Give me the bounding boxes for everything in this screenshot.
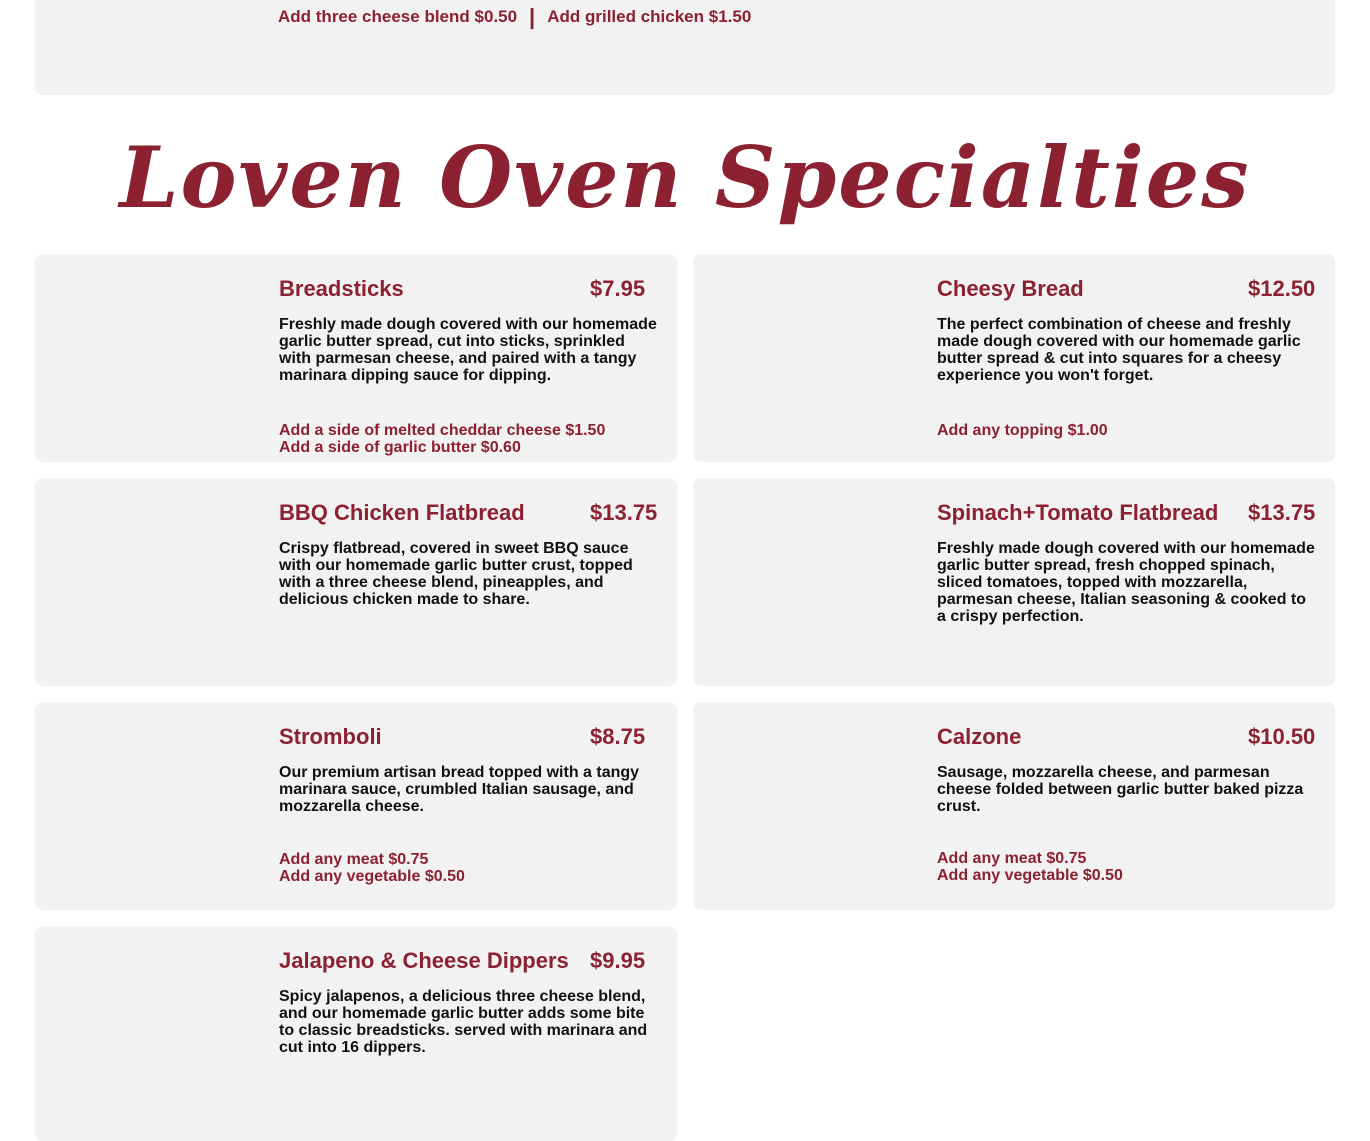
item-name: Breadsticks: [279, 276, 404, 301]
previous-item-addons: [278, 6, 751, 28]
item-name: Stromboli: [279, 724, 382, 749]
item-description: Freshly made dough covered with our homemade garlic butter spread, cut into sticks, sprinkled with parmesan cheese, and paired with a tangy marinara dipping sauce for dipping.: [279, 316, 657, 384]
menu-item-card: [693, 254, 1335, 462]
item-addons: [279, 422, 679, 456]
menu-item-card: [35, 926, 677, 1141]
addon-line: Add a side of garlic butter $0.60: [279, 439, 521, 456]
addon-line: Add any vegetable $0.50: [279, 868, 465, 885]
item-price: $13.75: [590, 500, 658, 525]
item-description: Crispy flatbread, covered in sweet BBQ sauce with our homemade garlic butter crust, topped with a three cheese blend, pineapples, and delicious chicken made to share.: [279, 540, 633, 608]
item-price: $10.50: [1248, 724, 1316, 749]
addon-line: Add a side of melted cheddar cheese $1.50: [279, 422, 606, 439]
menu-item-card: [693, 702, 1335, 910]
item-description: The perfect combination of cheese and freshly made dough covered with our homemade garlic butter spread & cut into squares for a cheesy experience you won't forget.: [937, 316, 1301, 384]
item-price: $13.75: [1248, 500, 1316, 525]
previous-item-card: [35, 0, 1335, 95]
addon-separator: |: [529, 4, 536, 29]
menu-item-card: [35, 254, 677, 462]
addon-line: Add any meat $0.75: [279, 851, 429, 868]
item-name: Spinach+Tomato Flatbread: [937, 500, 1219, 525]
item-name: Calzone: [937, 724, 1022, 749]
addon-grilled-chicken: Add grilled chicken $1.50: [547, 7, 752, 26]
menu-item-card: [35, 702, 677, 910]
menu-item-card: [35, 478, 677, 686]
item-name: Cheesy Bread: [937, 276, 1084, 301]
item-description: Spicy jalapenos, a delicious three cheese blend, and our homemade garlic butter adds some bite to classic breadsticks. served with marinara and cut into 16 dippers.: [279, 988, 648, 1056]
section-title: Loven Oven Specialties: [119, 128, 1251, 227]
item-name: Jalapeno & Cheese Dippers: [279, 948, 569, 973]
menu-item-card: [693, 478, 1335, 686]
item-description: Freshly made dough covered with our homemade garlic butter spread, fresh chopped spinach, sliced tomatoes, topped with mozzarella, parmesan cheese, Italian seasoning & cooked to a crispy perfection.: [937, 540, 1315, 625]
item-description: Our premium artisan bread topped with a tangy marinara sauce, crumbled Italian sausage, and mozzarella cheese.: [279, 764, 640, 815]
item-price: $8.75: [590, 724, 646, 749]
addon-three-cheese: Add three cheese blend $0.50: [278, 7, 518, 26]
item-addons: [937, 422, 1337, 439]
item-price: $12.50: [1248, 276, 1316, 301]
addon-line: Add any vegetable $0.50: [937, 867, 1123, 884]
item-price: $7.95: [590, 276, 646, 301]
item-name: BBQ Chicken Flatbread: [279, 500, 525, 525]
addon-line: Add any meat $0.75: [937, 850, 1087, 867]
addon-line: Add any topping $1.00: [937, 422, 1108, 439]
item-price: $9.95: [590, 948, 646, 973]
item-addons: [279, 851, 679, 885]
item-description: Sausage, mozzarella cheese, and parmesan cheese folded between garlic butter baked pizza crust.: [937, 764, 1304, 815]
item-addons: [937, 850, 1337, 884]
